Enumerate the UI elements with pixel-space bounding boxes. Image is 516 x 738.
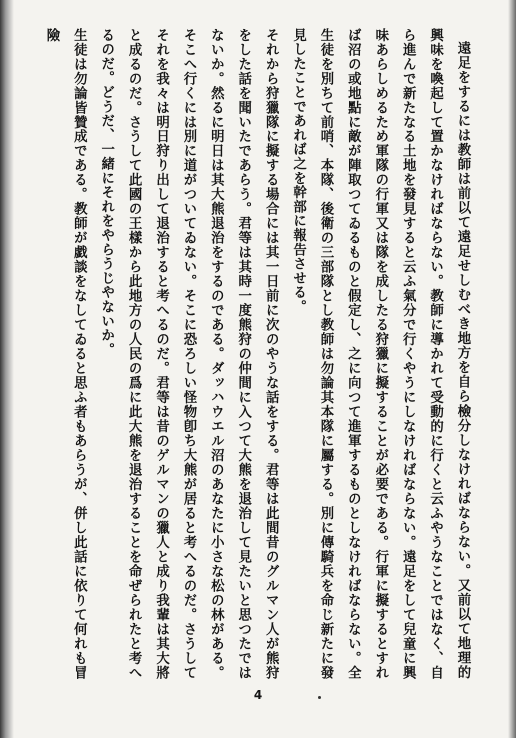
paragraph-students-agree: 生徒は勿論皆贊成である。教師が戯談をなしてゐると思ふ者もあらうが、併し此話に依りて何れも冒險	[43, 28, 88, 680]
paragraph-excursion-preparation: 遠足をするには教師は前以て遠足せしむべき地方を自ら檢分しなければならない。又前以て地理的興味を喚起して置かなければならない。教師に導かれて受動的に行くと云ふやうなことではなく、自ら進んで新たなる土地を發見すると云ふ氣分で行くやうにしなければならない。遠足をして兒童に興味あらしめるため軍隊の行軍又は隊を成したる狩獵に擬することが必要である。行軍に擬するとすれば沼の或地點に敵が陣取つてゐるものと假定し、之に向つて進軍するものとしなければならない。全生徒を別ちて前哨、本隊、後衛の三部隊とし教師は勿論其本隊に屬する。別に傳騎兵を命じ新たに發見したことであれば之を幹部に報告させる。	[290, 28, 471, 680]
page-number: 4	[253, 688, 263, 702]
page-edge-shadow-right	[508, 0, 516, 738]
paragraph-bear-hunt-story: それから狩獵隊に擬する場合には其一日前に次のやうな話をする。君等は此間昔のグルマン人が熊狩をした話を聞いたであらう。君等は其時一度熊狩の仲間に入つて大熊を退治して見たいと思つたではないか。然るに明日は其大熊退治をするのである。ダッハウエル沼のあなたに小さな松の林がある。そこへ行くには別に道がついてゐない。そこに恐ろしい怪物卽ち大熊が居ると考へるのだ。さうしてそれを我々は明日狩り出して退治すると考へるのだ。君等は昔のゲルマンの獵人と成り我輩は其大將と成るのだ。さうして此國の王樣から此地方の人民の爲に此大熊を退治することを命ぜられたと考へるのだ。どうだ、一緒にそれをやらうじやないか。	[98, 28, 280, 680]
page-edge-shadow-left	[0, 0, 14, 738]
vertical-text-body	[36, 28, 476, 680]
